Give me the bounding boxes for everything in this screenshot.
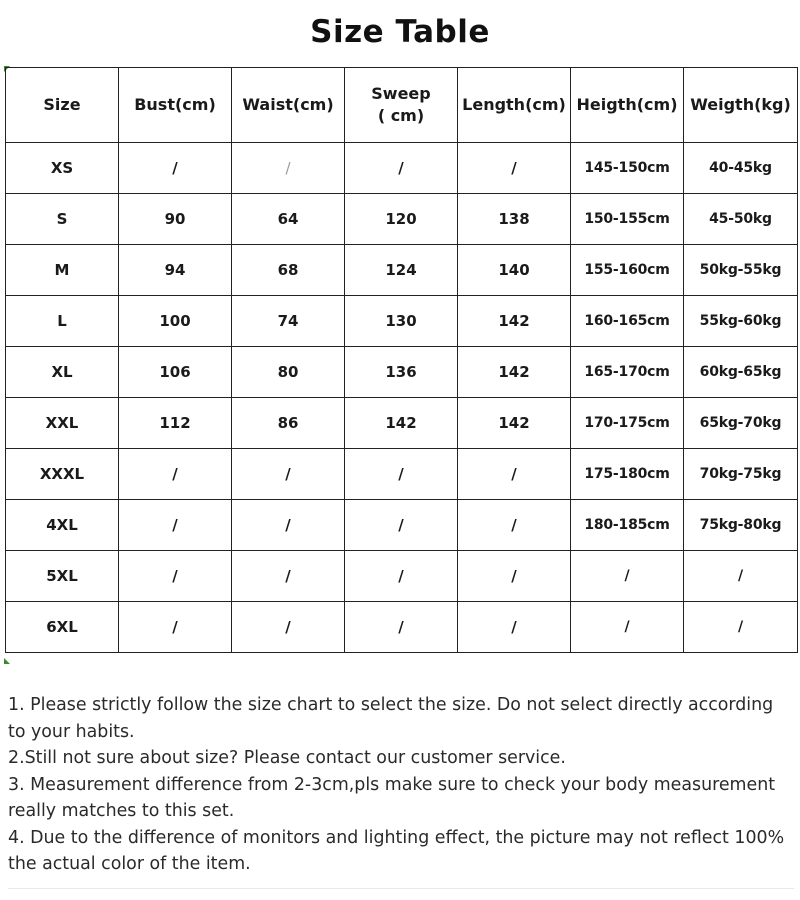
cell-bust: 106 bbox=[119, 347, 232, 398]
header-sweep bbox=[345, 68, 458, 143]
note-item: 3. Measurement difference from 2-3cm,pls make sure to check your body measurement really matches to this set. bbox=[8, 774, 776, 821]
cell-length: / bbox=[458, 449, 571, 500]
cell-bust: / bbox=[119, 449, 232, 500]
cell-sweep: 120 bbox=[345, 194, 458, 245]
cell-size: 5XL bbox=[6, 551, 119, 602]
cell-height: / bbox=[571, 602, 684, 653]
table-header-row bbox=[6, 68, 798, 143]
table-row bbox=[6, 500, 798, 551]
cell-size: XS bbox=[6, 143, 119, 194]
cell-bust: / bbox=[119, 602, 232, 653]
header-height-label: Heigth(cm) bbox=[576, 95, 678, 114]
cell-weight: / bbox=[684, 551, 798, 602]
table-row bbox=[6, 449, 798, 500]
cell-size: XXL bbox=[6, 398, 119, 449]
note-item: 2.Still not sure about size? Please contact our customer service. bbox=[8, 748, 566, 768]
cell-waist: / bbox=[232, 143, 345, 194]
header-waist bbox=[232, 68, 345, 143]
cell-size: S bbox=[6, 194, 119, 245]
note-item: 1. Please strictly follow the size chart to select the size. Do not select directly according to your habits. bbox=[8, 695, 774, 742]
bottom-divider bbox=[8, 888, 794, 889]
cell-length: / bbox=[458, 602, 571, 653]
cell-height: 145-150cm bbox=[571, 143, 684, 194]
cell-sweep: 142 bbox=[345, 398, 458, 449]
cell-sweep: / bbox=[345, 143, 458, 194]
cell-waist: 64 bbox=[232, 194, 345, 245]
cell-weight: / bbox=[684, 602, 798, 653]
cell-sweep: 130 bbox=[345, 296, 458, 347]
corner-mark-bottom bbox=[4, 658, 10, 664]
cell-size: M bbox=[6, 245, 119, 296]
cell-height: / bbox=[571, 551, 684, 602]
header-weight-label: Weigth(kg) bbox=[690, 95, 791, 114]
page-title: Size Table bbox=[310, 14, 490, 50]
header-bust-label: Bust(cm) bbox=[134, 95, 216, 114]
cell-waist: / bbox=[232, 602, 345, 653]
cell-weight: 70kg-75kg bbox=[684, 449, 798, 500]
cell-weight: 55kg-60kg bbox=[684, 296, 798, 347]
table-row bbox=[6, 296, 798, 347]
cell-bust: 90 bbox=[119, 194, 232, 245]
cell-size: XL bbox=[6, 347, 119, 398]
cell-size: L bbox=[6, 296, 119, 347]
cell-height: 175-180cm bbox=[571, 449, 684, 500]
cell-length: 140 bbox=[458, 245, 571, 296]
note-item: 4. Due to the difference of monitors and lighting effect, the picture may not reflect 100% the actual color of the item. bbox=[8, 827, 785, 874]
cell-weight: 75kg-80kg bbox=[684, 500, 798, 551]
cell-waist: 80 bbox=[232, 347, 345, 398]
cell-waist: 68 bbox=[232, 245, 345, 296]
cell-weight: 65kg-70kg bbox=[684, 398, 798, 449]
cell-waist: / bbox=[232, 500, 345, 551]
cell-waist: / bbox=[232, 551, 345, 602]
size-table bbox=[5, 67, 798, 653]
cell-sweep: / bbox=[345, 602, 458, 653]
cell-weight: 40-45kg bbox=[684, 143, 798, 194]
cell-waist: 86 bbox=[232, 398, 345, 449]
cell-bust: 112 bbox=[119, 398, 232, 449]
cell-waist: 74 bbox=[232, 296, 345, 347]
cell-sweep: / bbox=[345, 500, 458, 551]
header-length-label: Length(cm) bbox=[462, 95, 566, 114]
cell-bust: / bbox=[119, 143, 232, 194]
header-size-label: Size bbox=[43, 95, 81, 114]
table-row bbox=[6, 347, 798, 398]
cell-bust: / bbox=[119, 551, 232, 602]
cell-height: 160-165cm bbox=[571, 296, 684, 347]
cell-sweep: 124 bbox=[345, 245, 458, 296]
header-size bbox=[6, 68, 119, 143]
cell-sweep: / bbox=[345, 551, 458, 602]
cell-length: 142 bbox=[458, 398, 571, 449]
cell-height: 165-170cm bbox=[571, 347, 684, 398]
size-notes bbox=[8, 692, 794, 878]
cell-bust: 100 bbox=[119, 296, 232, 347]
header-sweep-unit: ( cm) bbox=[377, 106, 425, 125]
header-length bbox=[458, 68, 571, 143]
cell-height: 150-155cm bbox=[571, 194, 684, 245]
header-waist-label: Waist(cm) bbox=[242, 95, 334, 114]
header-sweep-label: Sweep bbox=[371, 84, 431, 103]
cell-sweep: 136 bbox=[345, 347, 458, 398]
table-row bbox=[6, 398, 798, 449]
cell-height: 155-160cm bbox=[571, 245, 684, 296]
cell-sweep: / bbox=[345, 449, 458, 500]
cell-size: 4XL bbox=[6, 500, 119, 551]
header-weight bbox=[684, 68, 798, 143]
cell-weight: 60kg-65kg bbox=[684, 347, 798, 398]
header-bust bbox=[119, 68, 232, 143]
cell-bust: 94 bbox=[119, 245, 232, 296]
cell-length: 142 bbox=[458, 296, 571, 347]
table-row bbox=[6, 143, 798, 194]
cell-length: / bbox=[458, 551, 571, 602]
cell-height: 180-185cm bbox=[571, 500, 684, 551]
cell-size: 6XL bbox=[6, 602, 119, 653]
cell-bust: / bbox=[119, 500, 232, 551]
cell-weight: 45-50kg bbox=[684, 194, 798, 245]
table-row bbox=[6, 245, 798, 296]
cell-length: / bbox=[458, 143, 571, 194]
cell-length: / bbox=[458, 500, 571, 551]
cell-length: 142 bbox=[458, 347, 571, 398]
table-row bbox=[6, 551, 798, 602]
cell-height: 170-175cm bbox=[571, 398, 684, 449]
header-height bbox=[571, 68, 684, 143]
cell-waist: / bbox=[232, 449, 345, 500]
table-row bbox=[6, 194, 798, 245]
cell-weight: 50kg-55kg bbox=[684, 245, 798, 296]
cell-size: XXXL bbox=[6, 449, 119, 500]
table-row bbox=[6, 602, 798, 653]
cell-length: 138 bbox=[458, 194, 571, 245]
